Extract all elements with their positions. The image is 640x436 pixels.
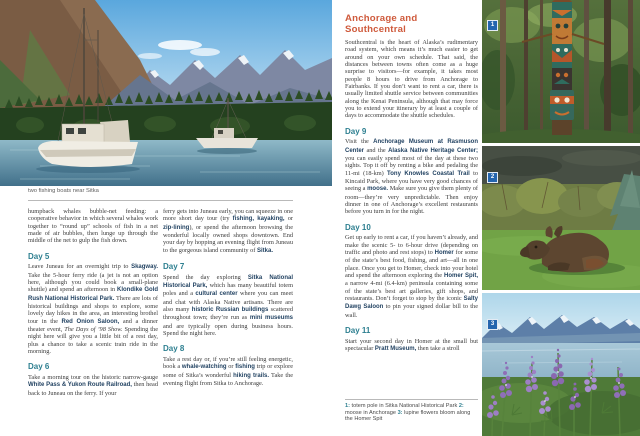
photo-number-badge-3: 3 — [487, 319, 498, 330]
fishing-boats-illustration — [0, 0, 332, 186]
text-column-left — [28, 208, 158, 397]
figcaption-divider-rule — [345, 399, 478, 400]
section-heading: Anchorage and Southcentral — [345, 13, 418, 35]
day-9-paragraph: Visit the Anchorage Museum at Rasmuson Center and the Alaska Native Heritage Center; you can easily spend most of the day at these two sights. Top it off by renting a bike and pedaling the 11-mi (18-km) Tony Knowles Coastal Trail to Kincaid Park, where you have very good chances of seeing a moose. Make sure you give them plenty of room—they’re very unpredictable. Then enjoy dinner in one of Anchorage’s excellent restaurants before you turn in for the night. — [345, 138, 479, 216]
day-9-heading: Day 9 — [345, 126, 367, 136]
paragraph-ferry: ferry gets into Juneau early, you can squeeze in one more short day tour (try fishing, kayaking, or zip-lining), or spend the afternoon browsing the wonderful locally owned shops downtown. End your day by hopping an evening flight from Juneau to the gorgeous island community of Sitka. — [163, 208, 293, 254]
text-column-middle — [163, 208, 293, 387]
day-7-paragraph: Spend the day exploring Sitka National Historical Park, which has many beautiful totem poles and a cultural center where you can meet and chat with Alaska Native artisans. There are also many historic Russian buildings scattered throughout town; they’re run as mini museums and are typically open during business hours. Spend the night here. — [163, 273, 293, 337]
lupine-illustration — [482, 293, 640, 436]
day-6-heading: Day 6 — [28, 362, 50, 372]
paragraph-whales: humpback whales bubble-net feeding: a cooperative behavior in which several whales work together to “round up” schools of fish in a net made of air bubbles, then lunge up through the middle of the net to gulp the fish down. — [28, 208, 158, 245]
totem-pole-photo — [482, 0, 640, 143]
day-10-paragraph: Get up early to rent a car, if you haven’t already, and make the scenic 5- to 6-hour drive (depending on traffic and photo and rest stops) to Homer for some of the state’s best food, fishing, and art—all in one place. Once you get to Homer, check into your hotel and spend the afternoon exploring the Homer Spit, a narrow 4-mi (6.4-km) peninsula containing some of the state’s best art galleries, gift shops, and restaurants. Don’t forget to stop by the iconic Salty Dawg Saloon to pin your signed dollar bill to the wall. — [345, 234, 479, 319]
day-7-heading: Day 7 — [163, 262, 185, 272]
day-5-heading: Day 5 — [28, 251, 50, 261]
lupine-photo — [482, 293, 640, 436]
day-5-paragraph: Leave Juneau for an overnight trip to Skagway. Take the 5-hour ferry ride (a jet is not an option here, although you could book a small-plane shuttle) and spend an afternoon in Klondike Gold Rush National Historical Park. There are lots of historical buildings and shops to explore, some lovely day hikes in the area, an interesting brothel tour in the Red Onion Saloon, and a dinner theater event, The Days of ’98 Show. Spending the night here will give you a little bit of a rest day, plus a chance to take a scenic train ride in the morning. — [28, 263, 158, 355]
totem-pole-illustration — [482, 0, 640, 143]
fishing-boats-photo — [0, 0, 332, 186]
day-10-heading: Day 10 — [345, 222, 371, 232]
photo-number-badge-1: 1 — [487, 20, 498, 31]
day-6-paragraph: Take a morning tour on the historic narrow-gauge White Pass & Yukon Route Railroad, then head back to Juneau on the ferry. If your — [28, 373, 158, 397]
day-8-heading: Day 8 — [163, 344, 185, 354]
day-8-paragraph: Take a rest day or, if you’re still feeling energetic, book a whale-watching or fishing trip or explore some of Sitka’s wonderful hiking trails. Take the evening flight from Sitka to Anchorage. — [163, 355, 294, 387]
photo-number-badge-2: 2 — [487, 172, 498, 183]
southcentral-intro-paragraph: Southcentral is the heart of Alaska’s rudimentary road system, which means it’s much easier to get around on your own schedule. That said, the distances between towns often come as a huge surprise to visitors—for example, it takes most people 8 hours to drive from Anchorage to Fairbanks. If you don’t want to rent a car, there is usually limited shuttle service between communities along the Kenai Peninsula, although that may force you to extend your itinerary by at least a couple of days to accommodate the shuttle schedules. — [345, 39, 478, 120]
caption-divider-rule — [28, 200, 293, 201]
main-photo-caption: two fishing boats near Sitka — [28, 188, 99, 194]
text-column-right — [345, 13, 478, 353]
day-11-heading: Day 11 — [345, 326, 371, 335]
photo-strip-caption: 1: totem pole in Sitka National Historical Park 2: moose in Anchorage 3: lupine flowers bloom along the Homer Spit — [345, 403, 471, 423]
moose-illustration — [482, 146, 640, 290]
moose-photo — [482, 146, 640, 290]
day-11-paragraph: Start your second day in Homer at the small but spectacular Pratt Museum, then take a stroll — [345, 337, 478, 352]
